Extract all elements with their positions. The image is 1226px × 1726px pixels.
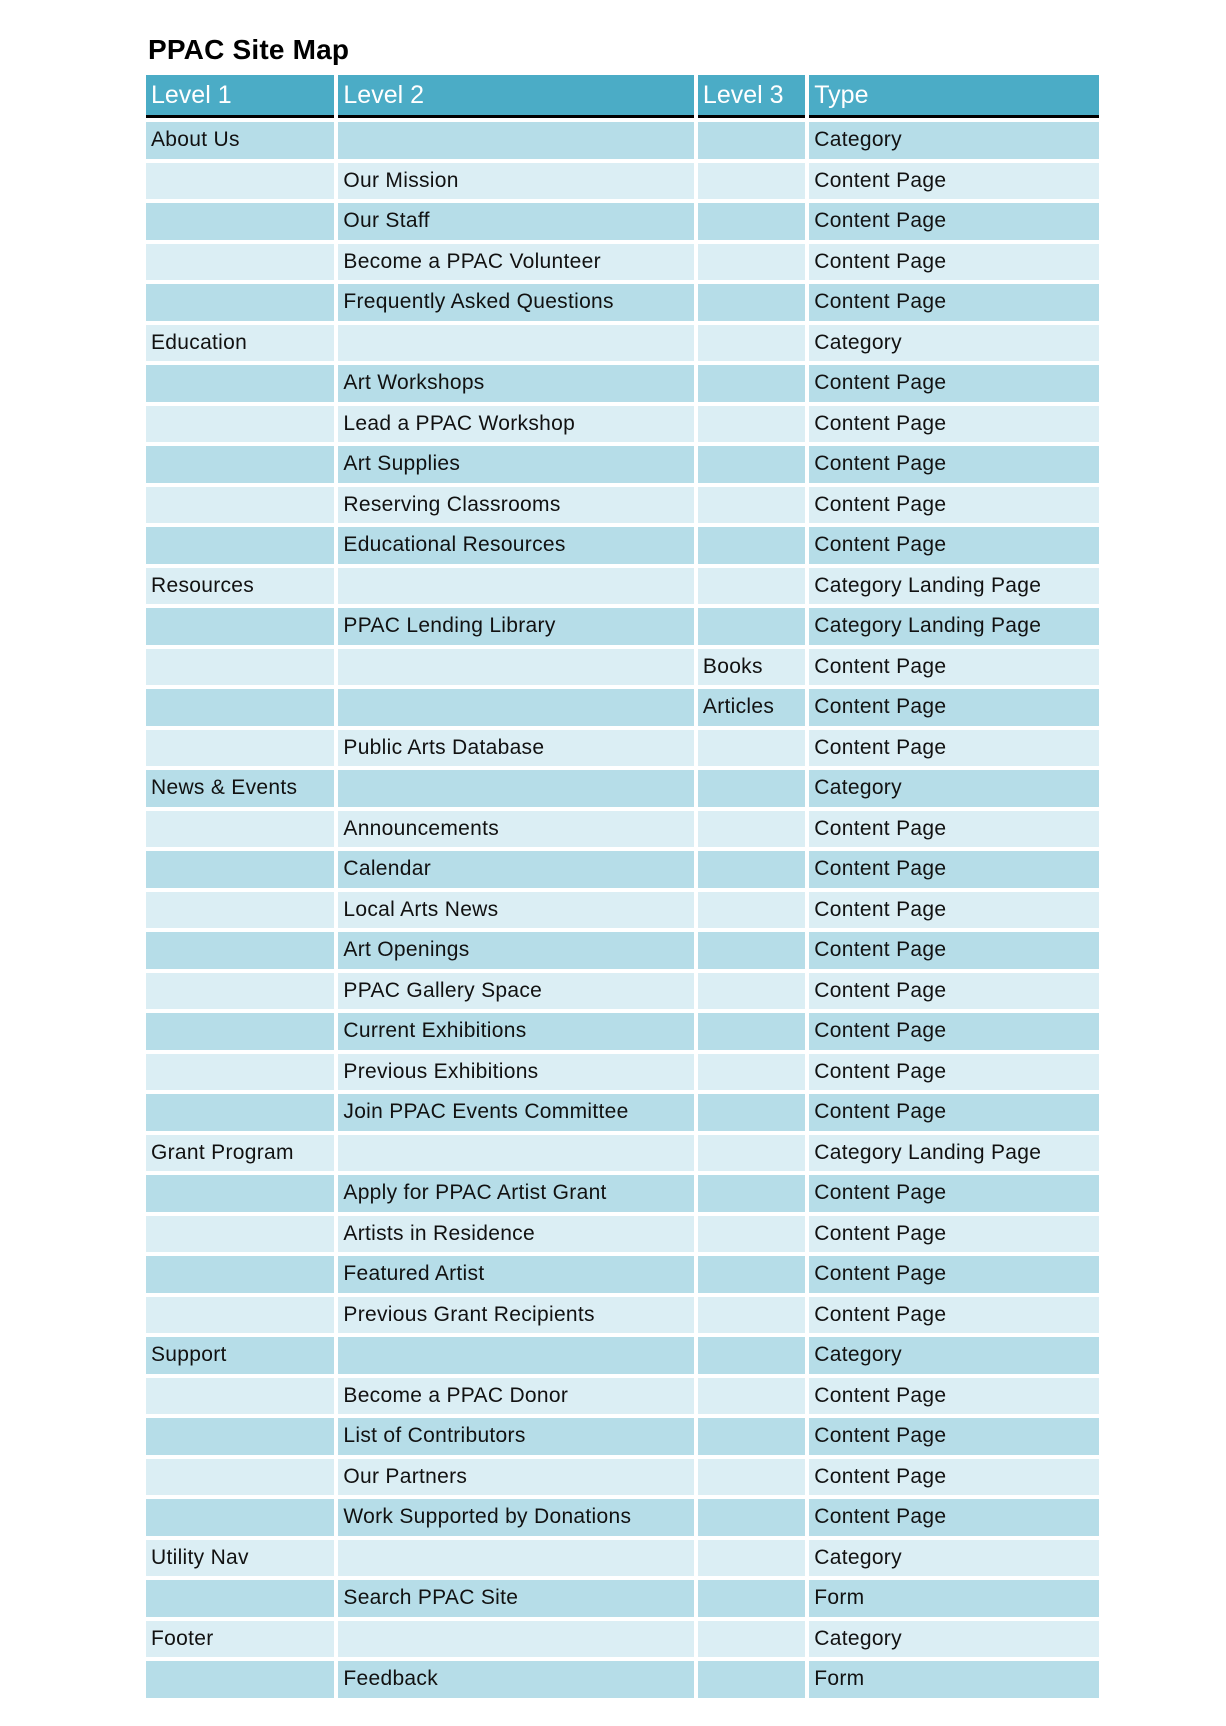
level-2-cell: Artists in Residence <box>338 1216 694 1253</box>
type-cell: Content Page <box>809 1216 1099 1253</box>
level-3-cell <box>698 932 805 969</box>
level-1-cell: Utility Nav <box>146 1540 334 1577</box>
type-cell: Content Page <box>809 1418 1099 1455</box>
table-row <box>146 203 1099 240</box>
table-row <box>146 527 1099 564</box>
table-row <box>146 689 1099 726</box>
level-2-cell: Previous Exhibitions <box>338 1054 694 1091</box>
level-1-cell <box>146 1580 334 1617</box>
type-cell: Content Page <box>809 406 1099 443</box>
type-cell: Content Page <box>809 1054 1099 1091</box>
type-cell: Category Landing Page <box>809 608 1099 645</box>
type-cell: Content Page <box>809 487 1099 524</box>
type-cell: Content Page <box>809 851 1099 888</box>
level-1-cell <box>146 1661 334 1698</box>
level-3-cell <box>698 527 805 564</box>
level-1-cell <box>146 689 334 726</box>
type-cell: Content Page <box>809 1297 1099 1334</box>
table-row <box>146 1661 1099 1698</box>
table-row <box>146 1175 1099 1212</box>
type-cell: Content Page <box>809 689 1099 726</box>
table-row <box>146 770 1099 807</box>
level-3-cell <box>698 365 805 402</box>
level-1-cell <box>146 1499 334 1536</box>
column-header-level-2: Level 2 <box>338 75 694 118</box>
table-row <box>146 1378 1099 1415</box>
level-3-cell: Articles <box>698 689 805 726</box>
level-1-cell <box>146 1256 334 1293</box>
type-cell: Content Page <box>809 203 1099 240</box>
level-1-cell: Resources <box>146 568 334 605</box>
level-1-cell <box>146 932 334 969</box>
level-3-cell <box>698 973 805 1010</box>
type-cell: Content Page <box>809 1459 1099 1496</box>
level-3-cell <box>698 1216 805 1253</box>
table-row <box>146 1094 1099 1131</box>
level-3-cell <box>698 406 805 443</box>
type-cell: Content Page <box>809 649 1099 686</box>
level-2-cell <box>338 770 694 807</box>
level-1-cell: About Us <box>146 122 334 159</box>
type-cell: Content Page <box>809 365 1099 402</box>
level-3-cell <box>698 568 805 605</box>
level-1-cell: Grant Program <box>146 1135 334 1172</box>
type-cell: Content Page <box>809 1256 1099 1293</box>
level-3-cell <box>698 325 805 362</box>
level-3-cell <box>698 1135 805 1172</box>
level-1-cell <box>146 1459 334 1496</box>
level-2-cell <box>338 649 694 686</box>
level-3-cell <box>698 1661 805 1698</box>
level-2-cell <box>338 1135 694 1172</box>
level-3-cell <box>698 122 805 159</box>
level-1-cell <box>146 811 334 848</box>
level-1-cell <box>146 1418 334 1455</box>
level-2-cell: Work Supported by Donations <box>338 1499 694 1536</box>
level-2-cell: Previous Grant Recipients <box>338 1297 694 1334</box>
table-row <box>146 1297 1099 1334</box>
type-cell: Content Page <box>809 1378 1099 1415</box>
type-cell: Content Page <box>809 527 1099 564</box>
type-cell: Content Page <box>809 973 1099 1010</box>
table-row <box>146 244 1099 281</box>
type-cell: Category <box>809 325 1099 362</box>
level-1-cell <box>146 1297 334 1334</box>
level-3-cell <box>698 1459 805 1496</box>
level-1-cell <box>146 527 334 564</box>
table-row <box>146 284 1099 321</box>
level-1-cell <box>146 649 334 686</box>
table-row <box>146 608 1099 645</box>
level-3-cell <box>698 1580 805 1617</box>
level-2-cell: Public Arts Database <box>338 730 694 767</box>
level-2-cell <box>338 1621 694 1658</box>
level-1-cell <box>146 203 334 240</box>
level-2-cell: Become a PPAC Donor <box>338 1378 694 1415</box>
level-1-cell <box>146 163 334 200</box>
table-row <box>146 811 1099 848</box>
level-2-cell: Our Staff <box>338 203 694 240</box>
table-row <box>146 325 1099 362</box>
level-1-cell <box>146 1175 334 1212</box>
level-1-cell: Footer <box>146 1621 334 1658</box>
level-2-cell <box>338 325 694 362</box>
type-cell: Category Landing Page <box>809 568 1099 605</box>
level-1-cell <box>146 1013 334 1050</box>
table-body <box>146 122 1099 1698</box>
type-cell: Content Page <box>809 892 1099 929</box>
level-1-cell <box>146 851 334 888</box>
column-header-type: Type <box>809 75 1099 118</box>
level-2-cell: Calendar <box>338 851 694 888</box>
level-1-cell <box>146 1216 334 1253</box>
level-1-cell: News & Events <box>146 770 334 807</box>
site-map-table <box>142 71 1103 1702</box>
level-3-cell <box>698 1499 805 1536</box>
level-1-cell <box>146 1054 334 1091</box>
level-1-cell <box>146 1378 334 1415</box>
table-row <box>146 1054 1099 1091</box>
level-2-cell: Feedback <box>338 1661 694 1698</box>
page-title: PPAC Site Map <box>148 34 350 65</box>
level-3-cell <box>698 851 805 888</box>
type-cell: Category <box>809 1621 1099 1658</box>
table-row <box>146 932 1099 969</box>
level-2-cell: Join PPAC Events Committee <box>338 1094 694 1131</box>
table-row <box>146 1459 1099 1496</box>
level-3-cell <box>698 1175 805 1212</box>
table-row <box>146 1621 1099 1658</box>
table-row <box>146 122 1099 159</box>
level-3-cell <box>698 284 805 321</box>
level-1-cell <box>146 487 334 524</box>
level-2-cell: PPAC Gallery Space <box>338 973 694 1010</box>
table-row <box>146 1256 1099 1293</box>
level-3-cell <box>698 1337 805 1374</box>
level-3-cell: Books <box>698 649 805 686</box>
table-row <box>146 1580 1099 1617</box>
level-2-cell: Become a PPAC Volunteer <box>338 244 694 281</box>
type-cell: Content Page <box>809 284 1099 321</box>
level-1-cell <box>146 892 334 929</box>
level-3-cell <box>698 1621 805 1658</box>
table-row <box>146 973 1099 1010</box>
level-2-cell: Featured Artist <box>338 1256 694 1293</box>
table-row <box>146 1337 1099 1374</box>
level-2-cell: Local Arts News <box>338 892 694 929</box>
level-2-cell: Art Workshops <box>338 365 694 402</box>
table-row <box>146 1418 1099 1455</box>
type-cell: Category <box>809 1540 1099 1577</box>
level-2-cell: Current Exhibitions <box>338 1013 694 1050</box>
level-2-cell: Frequently Asked Questions <box>338 284 694 321</box>
type-cell: Content Page <box>809 244 1099 281</box>
level-3-cell <box>698 1094 805 1131</box>
level-3-cell <box>698 1297 805 1334</box>
level-3-cell <box>698 1378 805 1415</box>
type-cell: Form <box>809 1580 1099 1617</box>
level-1-cell: Education <box>146 325 334 362</box>
level-1-cell <box>146 446 334 483</box>
level-2-cell: Lead a PPAC Workshop <box>338 406 694 443</box>
level-3-cell <box>698 608 805 645</box>
level-2-cell <box>338 1540 694 1577</box>
table-row <box>146 1540 1099 1577</box>
level-2-cell: Art Supplies <box>338 446 694 483</box>
table-row <box>146 406 1099 443</box>
level-3-cell <box>698 770 805 807</box>
level-3-cell <box>698 487 805 524</box>
header-row <box>146 75 1099 118</box>
level-3-cell <box>698 811 805 848</box>
level-1-cell <box>146 284 334 321</box>
type-cell: Content Page <box>809 446 1099 483</box>
level-2-cell: List of Contributors <box>338 1418 694 1455</box>
level-3-cell <box>698 203 805 240</box>
type-cell: Category Landing Page <box>809 1135 1099 1172</box>
level-1-cell <box>146 730 334 767</box>
level-1-cell <box>146 973 334 1010</box>
type-cell: Category <box>809 770 1099 807</box>
level-1-cell: Support <box>146 1337 334 1374</box>
level-2-cell: Educational Resources <box>338 527 694 564</box>
table-row <box>146 1216 1099 1253</box>
level-1-cell <box>146 365 334 402</box>
level-2-cell: Our Mission <box>338 163 694 200</box>
level-2-cell: Reserving Classrooms <box>338 487 694 524</box>
type-cell: Content Page <box>809 1013 1099 1050</box>
table-row <box>146 365 1099 402</box>
level-3-cell <box>698 244 805 281</box>
table-row <box>146 446 1099 483</box>
type-cell: Content Page <box>809 1175 1099 1212</box>
table-row <box>146 730 1099 767</box>
level-1-cell <box>146 1094 334 1131</box>
type-cell: Form <box>809 1661 1099 1698</box>
level-3-cell <box>698 1540 805 1577</box>
level-3-cell <box>698 892 805 929</box>
level-2-cell <box>338 1337 694 1374</box>
level-2-cell: Art Openings <box>338 932 694 969</box>
table-row <box>146 892 1099 929</box>
type-cell: Category <box>809 122 1099 159</box>
table-row <box>146 649 1099 686</box>
type-cell: Content Page <box>809 1499 1099 1536</box>
level-3-cell <box>698 446 805 483</box>
level-3-cell <box>698 730 805 767</box>
level-2-cell: Apply for PPAC Artist Grant <box>338 1175 694 1212</box>
type-cell: Content Page <box>809 730 1099 767</box>
type-cell: Category <box>809 1337 1099 1374</box>
level-2-cell: Announcements <box>338 811 694 848</box>
level-2-cell <box>338 689 694 726</box>
level-2-cell: PPAC Lending Library <box>338 608 694 645</box>
table-row <box>146 163 1099 200</box>
type-cell: Content Page <box>809 811 1099 848</box>
level-2-cell <box>338 122 694 159</box>
table-row <box>146 1499 1099 1536</box>
table-row <box>146 568 1099 605</box>
level-2-cell: Search PPAC Site <box>338 1580 694 1617</box>
level-3-cell <box>698 1418 805 1455</box>
type-cell: Content Page <box>809 1094 1099 1131</box>
level-1-cell <box>146 244 334 281</box>
column-header-level-1: Level 1 <box>146 75 334 118</box>
level-2-cell: Our Partners <box>338 1459 694 1496</box>
table-row <box>146 1013 1099 1050</box>
level-3-cell <box>698 163 805 200</box>
level-3-cell <box>698 1054 805 1091</box>
table-row <box>146 487 1099 524</box>
level-3-cell <box>698 1256 805 1293</box>
table-row <box>146 851 1099 888</box>
level-1-cell <box>146 608 334 645</box>
type-cell: Content Page <box>809 932 1099 969</box>
level-3-cell <box>698 1013 805 1050</box>
table-row <box>146 1135 1099 1172</box>
column-header-level-3: Level 3 <box>698 75 805 118</box>
type-cell: Content Page <box>809 163 1099 200</box>
level-2-cell <box>338 568 694 605</box>
level-1-cell <box>146 406 334 443</box>
